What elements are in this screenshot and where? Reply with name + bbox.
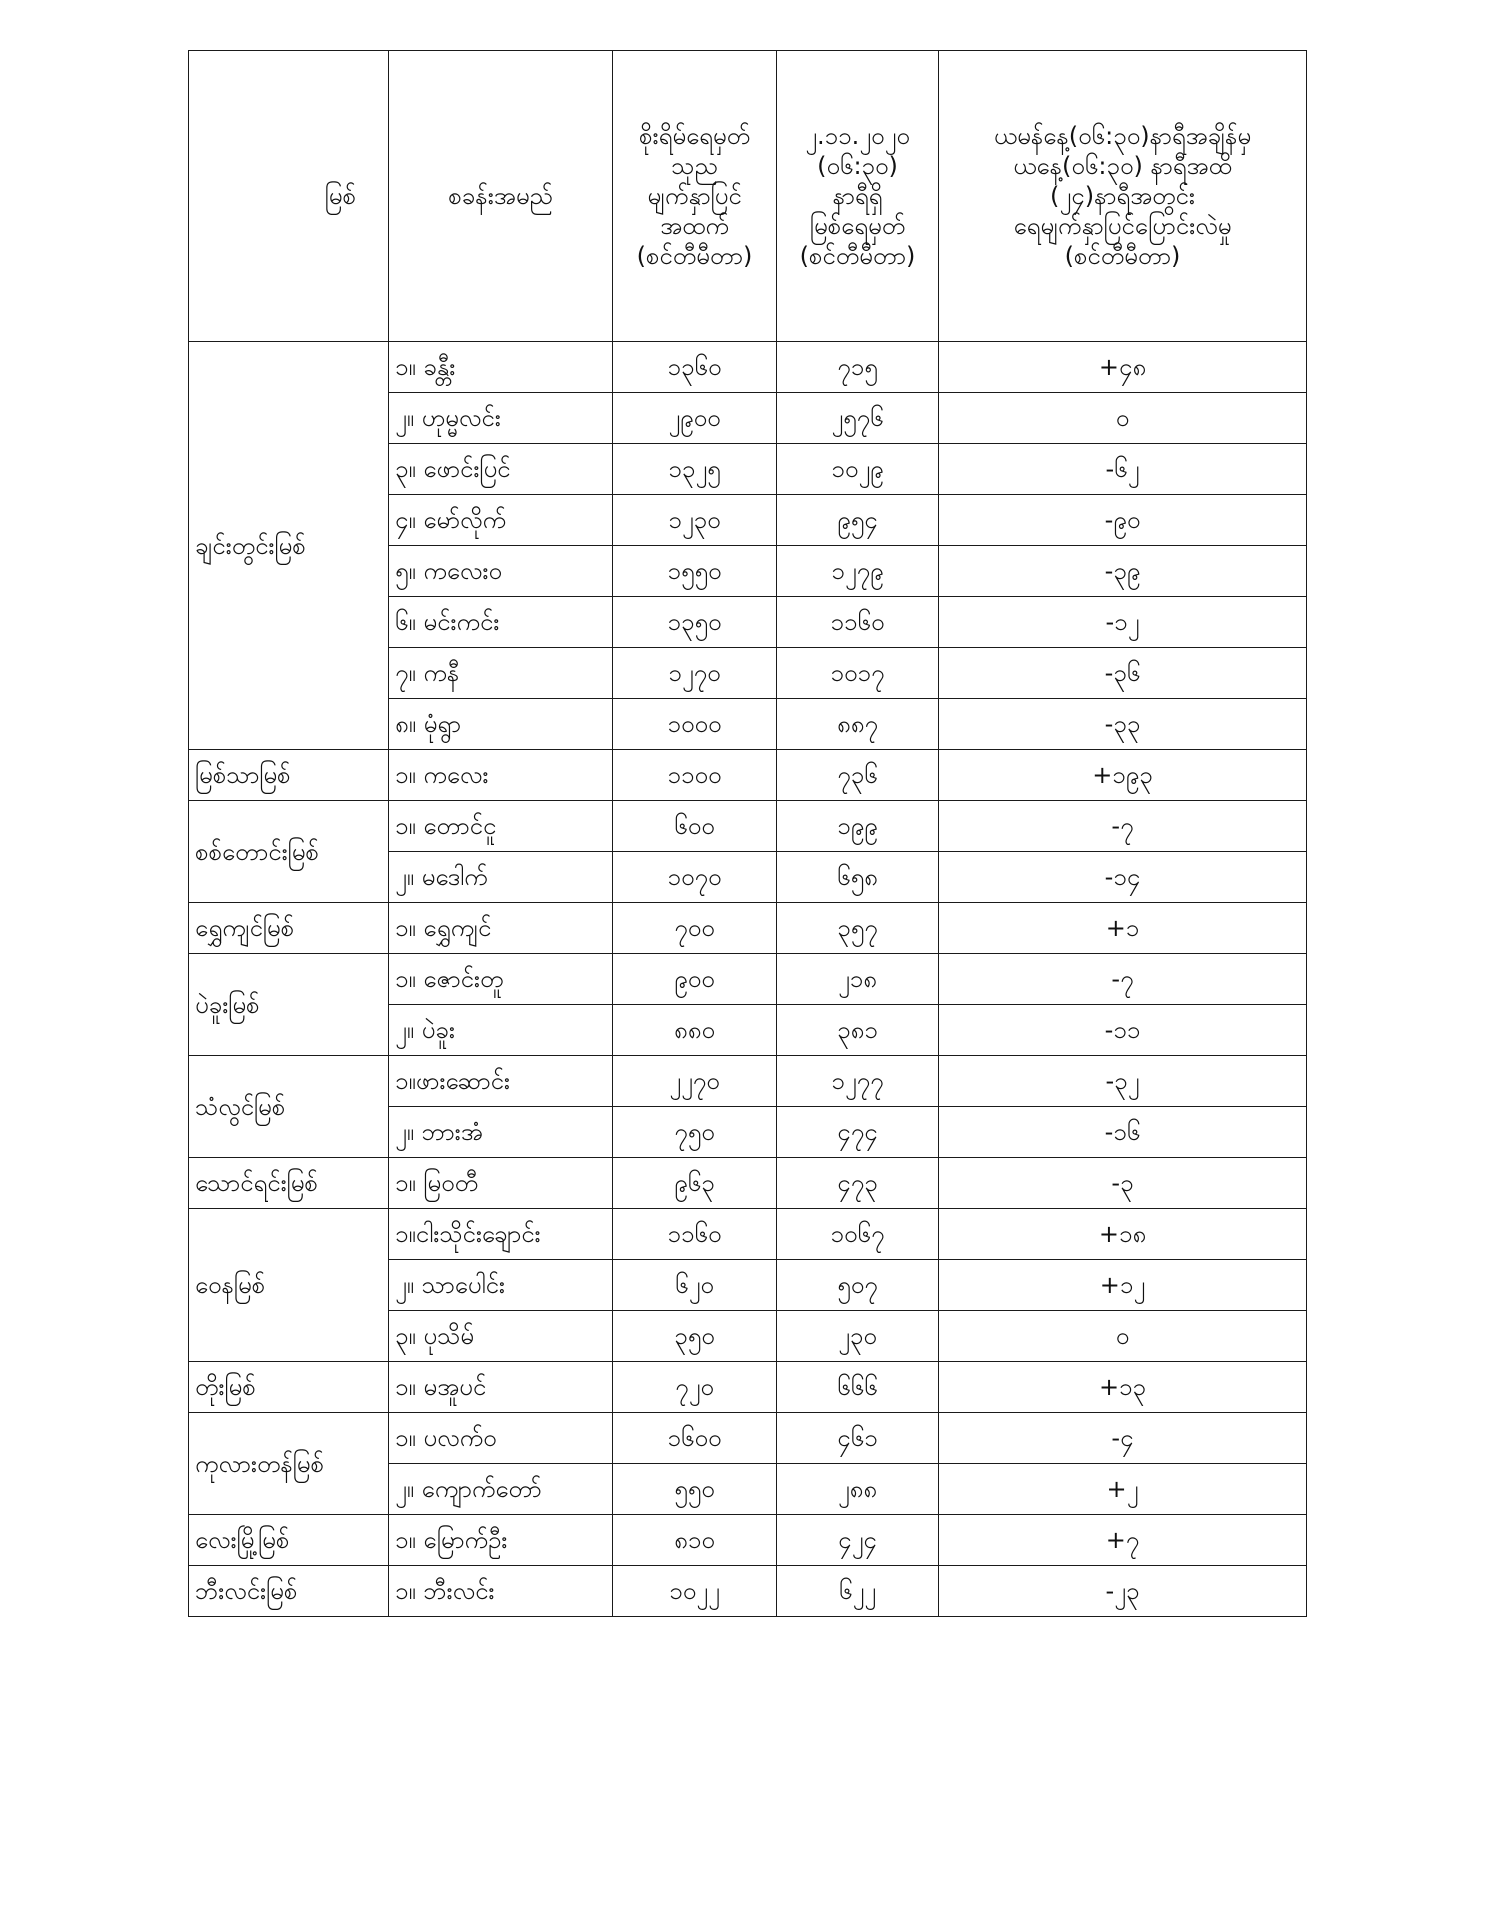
- header-24h-change: [939, 51, 1307, 342]
- change-cell: -၂၃: [939, 1566, 1307, 1617]
- station-name-cell: ၃။ ဖောင်းပြင်: [389, 444, 613, 495]
- change-cell: -၁၁: [939, 1005, 1307, 1056]
- danger-level-cell: ၁၃၅၀: [613, 597, 777, 648]
- danger-level-cell: ၃၅၀: [613, 1311, 777, 1362]
- change-cell: -၃၉: [939, 546, 1307, 597]
- danger-level-cell: ၁၃၂၅: [613, 444, 777, 495]
- river-name-cell: သံလွင်မြစ်: [189, 1056, 389, 1158]
- header-line: (စင်တီမီတာ): [636, 242, 753, 270]
- table-row: [189, 1515, 1307, 1566]
- water-level-cell: ၆၂၂: [777, 1566, 939, 1617]
- station-name-cell: ၁။ ပလက်ဝ: [389, 1413, 613, 1464]
- danger-level-cell: ၆၂၀: [613, 1260, 777, 1311]
- header-line: ရေမျက်နှာပြင်ပြောင်းလဲမှု: [1013, 212, 1232, 240]
- header-row: [189, 51, 1307, 342]
- water-level-cell: ၁၂၇၉: [777, 546, 939, 597]
- change-cell: -၉၀: [939, 495, 1307, 546]
- table-row: [189, 903, 1307, 954]
- water-level-cell: ၂၈၈: [777, 1464, 939, 1515]
- change-cell: ၀: [939, 1311, 1307, 1362]
- station-name-cell: ၁။ငါးသိုင်းချောင်း: [389, 1209, 613, 1260]
- danger-level-cell: ၁၁၆၀: [613, 1209, 777, 1260]
- river-name-cell: ချင်းတွင်းမြစ်: [189, 342, 389, 750]
- river-name-cell: ဘီးလင်းမြစ်: [189, 1566, 389, 1617]
- water-level-cell: ၁၁၆၀: [777, 597, 939, 648]
- station-name-cell: ၂။ ဟုမ္မလင်း: [389, 393, 613, 444]
- change-cell: -၁၆: [939, 1107, 1307, 1158]
- danger-level-cell: ၉၆၃: [613, 1158, 777, 1209]
- station-name-cell: ၁။ ရွှေကျင်: [389, 903, 613, 954]
- danger-level-cell: ၁၂၇၀: [613, 648, 777, 699]
- station-name-cell: ၇။ ကနီ: [389, 648, 613, 699]
- river-name-cell: လေးမြို့မြစ်: [189, 1515, 389, 1566]
- river-name-cell: ကုလားတန်မြစ်: [189, 1413, 389, 1515]
- river-name-cell: ပဲခူးမြစ်: [189, 954, 389, 1056]
- change-cell: -၃၃: [939, 699, 1307, 750]
- change-cell: +၁၃: [939, 1362, 1307, 1413]
- header-danger-level: [613, 51, 777, 342]
- header-line: (၀၆:၃၀): [817, 152, 898, 180]
- danger-level-cell: ၁၀၂၂: [613, 1566, 777, 1617]
- table-row: [189, 1209, 1307, 1260]
- river-name-cell: ဝေနမြစ်: [189, 1209, 389, 1362]
- water-level-cell: ၆၆၆: [777, 1362, 939, 1413]
- change-cell: -၁၂: [939, 597, 1307, 648]
- change-cell: -၄: [939, 1413, 1307, 1464]
- table-row: [189, 1158, 1307, 1209]
- header-water-level: [777, 51, 939, 342]
- header-line: အထက်: [660, 212, 729, 240]
- change-cell: +၄၈: [939, 342, 1307, 393]
- header-line: သုည: [671, 152, 718, 180]
- water-level-cell: ၂၁၈: [777, 954, 939, 1005]
- header-river: မြစ်: [189, 51, 389, 342]
- water-level-cell: ၂၅၇၆: [777, 393, 939, 444]
- header-line: မြစ်ရေမှတ်: [809, 212, 906, 240]
- station-name-cell: ၂။ ပဲခူး: [389, 1005, 613, 1056]
- water-level-cell: ၁၀၁၇: [777, 648, 939, 699]
- river-name-cell: မြစ်သာမြစ်: [189, 750, 389, 801]
- danger-level-cell: ၂၂၇၀: [613, 1056, 777, 1107]
- danger-level-cell: ၁၃၆၀: [613, 342, 777, 393]
- change-cell: -၃၂: [939, 1056, 1307, 1107]
- header-line: (၂၄)နာရီအတွင်း: [1050, 182, 1195, 210]
- danger-level-cell: ၈၁၀: [613, 1515, 777, 1566]
- water-level-cell: ၉၅၄: [777, 495, 939, 546]
- water-level-cell: ၃၈၁: [777, 1005, 939, 1056]
- water-level-cell: ၇၃၆: [777, 750, 939, 801]
- station-name-cell: ၆။ မင်းကင်း: [389, 597, 613, 648]
- station-name-cell: ၁။ ခန္တီး: [389, 342, 613, 393]
- station-name-cell: ၄။ မော်လိုက်: [389, 495, 613, 546]
- danger-level-cell: ၁၅၅၀: [613, 546, 777, 597]
- change-cell: +၁: [939, 903, 1307, 954]
- table-row: [189, 1056, 1307, 1107]
- change-cell: +၁၉၃: [939, 750, 1307, 801]
- change-cell: -၃၆: [939, 648, 1307, 699]
- river-name-cell: သောင်ရင်းမြစ်: [189, 1158, 389, 1209]
- river-name-cell: စစ်တောင်းမြစ်: [189, 801, 389, 903]
- danger-level-cell: ၈၈၀: [613, 1005, 777, 1056]
- header-line: (စင်တီမီတာ): [1064, 242, 1181, 270]
- river-name-cell: ရွှေကျင်မြစ်: [189, 903, 389, 954]
- danger-level-cell: ၂၉၀၀: [613, 393, 777, 444]
- change-cell: -၇: [939, 954, 1307, 1005]
- danger-level-cell: ၇၅၀: [613, 1107, 777, 1158]
- water-level-cell: ၁၀၂၉: [777, 444, 939, 495]
- station-name-cell: ၂။ မဒေါက်: [389, 852, 613, 903]
- danger-level-cell: ၅၅၀: [613, 1464, 777, 1515]
- table-row: [189, 954, 1307, 1005]
- danger-level-cell: ၁၆၀၀: [613, 1413, 777, 1464]
- river-name-cell: တိုးမြစ်: [189, 1362, 389, 1413]
- danger-level-cell: ၁၀၀၀: [613, 699, 777, 750]
- water-level-cell: ၂၃၀: [777, 1311, 939, 1362]
- change-cell: +၁၂: [939, 1260, 1307, 1311]
- header-line: ယမန်နေ့(၀၆:၃၀)နာရီအချိန်မှ: [993, 122, 1252, 150]
- water-level-cell: ၅၀၇: [777, 1260, 939, 1311]
- header-line: စိုးရိမ်ရေမှတ်: [639, 122, 750, 150]
- table-row: [189, 1362, 1307, 1413]
- header-line: ၂.၁၁.၂၀၂၀: [805, 122, 910, 150]
- change-cell: +၁၈: [939, 1209, 1307, 1260]
- table-row: [189, 1566, 1307, 1617]
- station-name-cell: ၈။ မုံရွာ: [389, 699, 613, 750]
- station-name-cell: ၁။ ကလေး: [389, 750, 613, 801]
- station-name-cell: ၃။ ပုသိမ်: [389, 1311, 613, 1362]
- change-cell: -၃: [939, 1158, 1307, 1209]
- water-level-cell: ၁၀၆၇: [777, 1209, 939, 1260]
- danger-level-cell: ၉၀၀: [613, 954, 777, 1005]
- water-level-cell: ၇၁၅: [777, 342, 939, 393]
- danger-level-cell: ၇၀၀: [613, 903, 777, 954]
- danger-level-cell: ၁၁၀၀: [613, 750, 777, 801]
- table-body: [189, 342, 1307, 1617]
- station-name-cell: ၁။ မြောက်ဦး: [389, 1515, 613, 1566]
- station-name-cell: ၁။ တောင်ငူ: [389, 801, 613, 852]
- station-name-cell: ၁။ ဇောင်းတူ: [389, 954, 613, 1005]
- station-name-cell: ၁။ ဘီးလင်း: [389, 1566, 613, 1617]
- water-level-cell: ၄၇၄: [777, 1107, 939, 1158]
- station-name-cell: ၁။ မြဝတီ: [389, 1158, 613, 1209]
- change-cell: +၇: [939, 1515, 1307, 1566]
- water-level-cell: ၃၅၇: [777, 903, 939, 954]
- header-line: ယနေ့(၀၆:၃၀) နာရီအထိ: [1013, 152, 1232, 180]
- river-water-level-table: [188, 50, 1307, 1617]
- header-line: နာရီရှိ: [832, 182, 883, 210]
- change-cell: -၆၂: [939, 444, 1307, 495]
- header-line: မျက်နှာပြင်: [647, 182, 742, 210]
- station-name-cell: ၂။ ဘားအံ: [389, 1107, 613, 1158]
- water-level-cell: ၈၈၇: [777, 699, 939, 750]
- change-cell: +၂: [939, 1464, 1307, 1515]
- header-line: (စင်တီမီတာ): [799, 242, 916, 270]
- station-name-cell: ၂။ သာပေါင်း: [389, 1260, 613, 1311]
- danger-level-cell: ၇၂၀: [613, 1362, 777, 1413]
- station-name-cell: ၁။ မအူပင်: [389, 1362, 613, 1413]
- water-level-cell: ၁၂၇၇: [777, 1056, 939, 1107]
- table-row: [189, 1413, 1307, 1464]
- station-name-cell: ၅။ ကလေးဝ: [389, 546, 613, 597]
- change-cell: -၁၄: [939, 852, 1307, 903]
- change-cell: ၀: [939, 393, 1307, 444]
- danger-level-cell: ၁၂၃၀: [613, 495, 777, 546]
- water-level-cell: ၄၇၃: [777, 1158, 939, 1209]
- danger-level-cell: ၁၀၇၀: [613, 852, 777, 903]
- table-row: [189, 750, 1307, 801]
- water-level-cell: ၄၆၁: [777, 1413, 939, 1464]
- water-level-cell: ၁၉၉: [777, 801, 939, 852]
- water-level-cell: ၆၅၈: [777, 852, 939, 903]
- station-name-cell: ၂။ ကျောက်တော်: [389, 1464, 613, 1515]
- table-row: [189, 342, 1307, 393]
- water-level-cell: ၄၂၄: [777, 1515, 939, 1566]
- change-cell: -၇: [939, 801, 1307, 852]
- station-name-cell: ၁။ဖားဆောင်း: [389, 1056, 613, 1107]
- table-row: [189, 801, 1307, 852]
- danger-level-cell: ၆၀၀: [613, 801, 777, 852]
- header-station: စခန်းအမည်: [389, 51, 613, 342]
